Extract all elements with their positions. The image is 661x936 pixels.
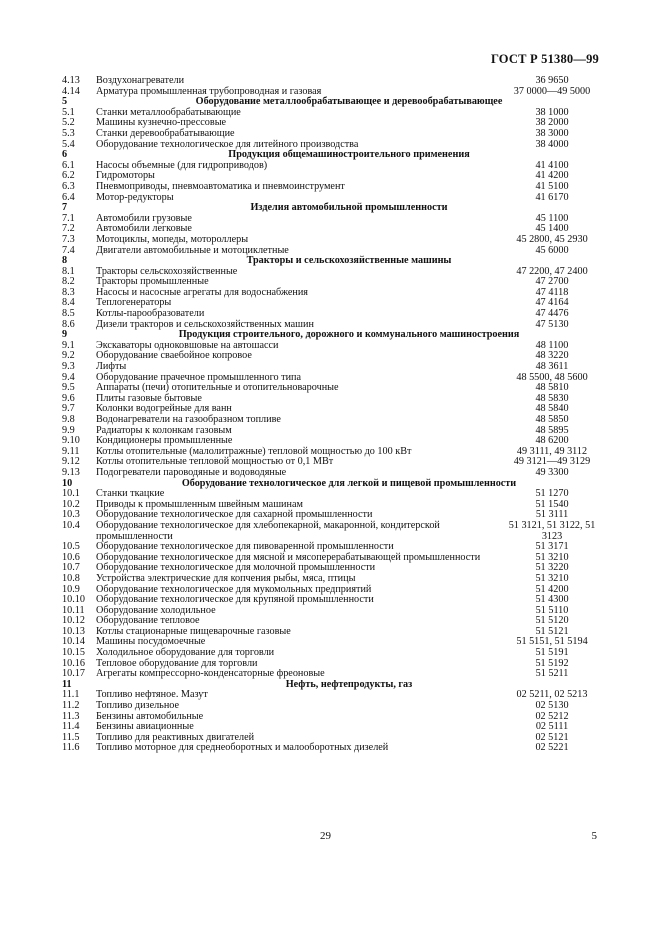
row-number: 10.7 — [62, 562, 80, 574]
row-number: 8.5 — [62, 308, 75, 320]
row-number: 10.12 — [62, 615, 85, 627]
item-code: 47 4164 — [535, 297, 569, 309]
row-number: 8.6 — [62, 318, 75, 330]
item-code: 51 5120 — [535, 615, 569, 627]
row-number: 10.1 — [62, 488, 80, 500]
item-code: 47 2200, 47 2400 — [516, 265, 588, 277]
row-number: 10.13 — [62, 625, 85, 637]
row-number: 4.13 — [62, 75, 80, 86]
item-code: 48 1100 — [535, 339, 569, 351]
item-code: 51 5151, 51 5194 — [516, 636, 588, 648]
table-row — [62, 574, 602, 585]
item-code: 51 3220 — [535, 562, 569, 574]
row-number: 8.3 — [62, 286, 75, 298]
row-number: 10.8 — [62, 572, 80, 584]
item-name: Станки деревообрабатывающие — [96, 127, 235, 139]
item-code: 48 5830 — [535, 392, 569, 404]
item-name: Аппараты (печи) отопительные и отопительноварочные — [96, 382, 339, 394]
item-code: 48 3220 — [535, 350, 569, 362]
item-code: 38 4000 — [535, 138, 569, 150]
section-title: Продукция общемашиностроительного применения — [228, 149, 470, 161]
section-title: Оборудование технологическое для легкой и пищевой промышленности — [181, 477, 517, 489]
row-number: 9.10 — [62, 435, 80, 447]
item-name: Оборудование сваебойное копровое — [96, 350, 252, 362]
row-number: 10.3 — [62, 509, 80, 521]
item-name: Агрегаты компрессорно-конденсаторные фреоновые — [96, 668, 325, 680]
item-name: Насосы и насосные агрегаты для водоснабжения — [96, 286, 308, 298]
table-row — [62, 415, 602, 426]
item-name: Холодильное оборудование для торговли — [96, 647, 275, 659]
item-code: 38 3000 — [535, 127, 569, 139]
item-name: Автомобили легковые — [96, 223, 192, 235]
item-name: Колонки водогрейные для ванн — [96, 403, 232, 415]
item-name: Оборудование технологическое для мясной и мясоперерабатывающей промышленности — [96, 551, 481, 563]
item-code: 51 1540 — [535, 498, 569, 510]
item-code: 51 3121, 51 3122, 51 3123 — [508, 519, 596, 542]
row-number: 10.10 — [62, 594, 85, 606]
item-code: 51 3210 — [535, 572, 569, 584]
item-code: 02 5121 — [535, 731, 569, 743]
item-code: 51 5211 — [535, 668, 569, 680]
item-name: Воздухонагреватели — [96, 75, 185, 86]
item-name: Пневмоприводы, пневмоавтоматика и пневмоинструмент — [96, 180, 345, 192]
item-code: 02 5221 — [535, 742, 569, 754]
row-number: 5.2 — [62, 117, 75, 129]
row-number: 11.2 — [62, 700, 80, 712]
row-number: 6 — [62, 149, 68, 161]
row-number: 5.3 — [62, 127, 75, 139]
item-code: 48 6200 — [535, 435, 569, 447]
section-title: Изделия автомобильной промышленности — [250, 202, 448, 214]
row-number: 11.4 — [62, 721, 80, 733]
table-row — [62, 351, 602, 362]
item-code: 51 4200 — [535, 583, 569, 595]
row-number: 5 — [62, 96, 68, 108]
item-code: 45 2800, 45 2930 — [516, 233, 588, 245]
row-number: 7.1 — [62, 212, 75, 224]
item-name: Станки металлообрабатывающие — [96, 106, 241, 118]
item-name: Котлы стационарные пищеварочные газовые — [96, 625, 291, 637]
item-name: Арматура промышленная трубопроводная и газовая — [96, 85, 322, 97]
item-name: Оборудование технологическое для крупяной промышленности — [96, 594, 374, 606]
item-name: Котлы-парообразователи — [96, 308, 205, 320]
row-number: 9.4 — [62, 371, 75, 383]
row-number: 7 — [62, 202, 68, 214]
item-code: 51 5121 — [535, 625, 569, 637]
table-row — [62, 129, 602, 140]
item-name: Устройства электрические для копчения рыбы, мяса, птицы — [96, 572, 356, 584]
item-name: Топливо для реактивных двигателей — [96, 731, 255, 743]
item-code: 47 2700 — [535, 276, 569, 288]
item-code: 51 4300 — [535, 594, 569, 606]
item-code: 51 3210 — [535, 551, 569, 563]
row-number: 11 — [62, 678, 72, 690]
item-code: 49 3121—49 3129 — [513, 456, 591, 468]
item-code: 02 5111 — [535, 721, 569, 733]
section-title: Нефть, нефтепродукты, газ — [285, 678, 413, 690]
item-code: 51 5191 — [535, 647, 569, 659]
row-number: 10.15 — [62, 647, 85, 659]
row-number: 9.5 — [62, 382, 75, 394]
row-number: 9.6 — [62, 392, 75, 404]
item-name: Оборудование тепловое — [96, 615, 200, 627]
row-number: 5.4 — [62, 138, 75, 150]
row-number: 10.14 — [62, 636, 85, 648]
item-name: Бензины авиационные — [96, 721, 194, 733]
sheet-number: 5 — [591, 830, 597, 842]
item-code: 51 3111 — [535, 509, 569, 521]
row-number: 5.1 — [62, 106, 75, 118]
item-code: 37 0000—49 5000 — [513, 85, 591, 97]
item-name: Тракторы промышленные — [96, 276, 209, 288]
item-name: Радиаторы к колонкам газовым — [96, 424, 232, 436]
table-row — [62, 521, 602, 542]
row-number: 6.1 — [62, 159, 75, 171]
item-name: Теплогенераторы — [96, 297, 172, 309]
item-name: Машины посудомоечные — [96, 636, 206, 648]
row-number: 8 — [62, 255, 68, 267]
row-number: 9.11 — [62, 445, 80, 457]
item-code: 48 5500, 48 5600 — [516, 371, 588, 383]
item-name: Плиты газовые бытовые — [96, 392, 202, 404]
item-code: 38 2000 — [535, 117, 569, 129]
item-name: Тракторы сельскохозяйственные — [96, 265, 238, 277]
row-number: 7.3 — [62, 233, 75, 245]
document-code: ГОСТ Р 51380—99 — [490, 52, 599, 66]
row-number: 10 — [62, 477, 73, 489]
item-code: 41 4100 — [535, 159, 569, 171]
item-name: Бензины автомобильные — [96, 710, 204, 722]
section-title: Тракторы и сельскохозяйственные машины — [246, 255, 452, 267]
item-code: 48 3611 — [535, 361, 569, 373]
table-row — [62, 235, 602, 246]
row-number: 10.16 — [62, 657, 85, 669]
item-code: 48 5810 — [535, 382, 569, 394]
item-name: Оборудование технологическое для литейного производства — [96, 138, 359, 150]
table-row — [62, 468, 602, 479]
row-number: 6.4 — [62, 191, 75, 203]
row-number: 7.2 — [62, 223, 75, 235]
row-number: 10.4 — [62, 519, 80, 531]
item-code: 51 5192 — [535, 657, 569, 669]
item-code: 41 5100 — [535, 180, 569, 192]
item-name: Топливо дизельное — [96, 700, 180, 712]
item-name: Машины кузнечно-прессовые — [96, 117, 227, 129]
item-code: 47 4476 — [535, 308, 569, 320]
item-name: Двигатели автомобильные и мотоциклетные — [96, 244, 289, 256]
row-number: 11.1 — [62, 689, 80, 701]
item-code: 51 1270 — [535, 488, 569, 500]
row-number: 11.3 — [62, 710, 80, 722]
row-number: 8.1 — [62, 265, 75, 277]
item-code: 02 5211, 02 5213 — [516, 689, 588, 701]
row-number: 6.2 — [62, 170, 75, 182]
item-code: 41 4200 — [535, 170, 569, 182]
item-name: Топливо нефтяное. Мазут — [96, 689, 208, 701]
item-code: 48 5850 — [535, 414, 569, 425]
item-code: 45 1100 — [535, 212, 569, 224]
item-code: 48 5840 — [535, 403, 569, 415]
item-name: Кондиционеры промышленные — [96, 435, 233, 447]
row-number: 9.12 — [62, 456, 80, 468]
row-number: 10.9 — [62, 583, 80, 595]
item-code: 49 3111, 49 3112 — [516, 445, 588, 457]
item-code: 45 6000 — [535, 244, 569, 256]
table-row — [62, 76, 602, 87]
row-number: 11.6 — [62, 742, 80, 754]
item-name: Дизели тракторов и сельскохозяйственных машин — [96, 318, 314, 330]
item-code: 45 1400 — [535, 223, 569, 235]
item-code: 47 4118 — [535, 286, 569, 298]
item-name: Оборудование прачечное промышленного типа — [96, 371, 302, 383]
section-title: Оборудование металлообрабатывающее и деревообрабатывающее — [195, 96, 503, 108]
row-number: 9.7 — [62, 403, 75, 415]
item-name: Гидромоторы — [96, 170, 155, 182]
section-title: Продукция строительного, дорожного и коммунального машиностроения — [178, 329, 520, 341]
item-name: Оборудование холодильное — [96, 604, 216, 616]
item-name: Автомобили грузовые — [96, 212, 192, 224]
row-number: 7.4 — [62, 244, 75, 256]
table-row — [62, 182, 602, 193]
item-name: Котлы отопительные тепловой мощностью от 0,1 МВт — [96, 456, 334, 468]
item-code: 47 5130 — [535, 318, 569, 330]
row-number: 10.11 — [62, 604, 85, 616]
item-name: Экскаваторы одноковшовые на автошасси — [96, 339, 279, 351]
item-name: Оборудование технологическое для пивоваренной промышленности — [96, 541, 394, 553]
row-number: 9.3 — [62, 361, 75, 373]
classification-table — [62, 76, 602, 754]
row-number: 9.2 — [62, 350, 75, 362]
row-number: 4.14 — [62, 85, 80, 97]
item-name: Оборудование технологическое для сахарной промышленности — [96, 509, 373, 521]
item-name: Приводы к промышленным швейным машинам — [96, 498, 303, 510]
item-code: 51 3171 — [535, 541, 569, 553]
row-number: 9 — [62, 329, 68, 341]
table-row — [62, 743, 602, 754]
row-number: 9.9 — [62, 424, 75, 436]
page-number: 29 — [320, 830, 331, 842]
row-number: 11.5 — [62, 731, 80, 743]
item-code: 02 5130 — [535, 700, 569, 712]
item-code: 48 5895 — [535, 424, 569, 436]
item-name: Котлы отопительные (малолитражные) тепловой мощностью до 100 кВт — [96, 445, 412, 457]
item-name: Оборудование технологическое для молочной промышленности — [96, 562, 376, 574]
item-code: 49 3300 — [535, 466, 569, 478]
row-number: 10.6 — [62, 551, 80, 563]
item-code: 41 6170 — [535, 191, 569, 203]
row-number: 9.1 — [62, 339, 75, 351]
item-code: 38 1000 — [535, 106, 569, 118]
item-name: Насосы объемные (для гидроприводов) — [96, 159, 268, 171]
item-name: Мотор-редукторы — [96, 191, 174, 203]
row-number: 10.2 — [62, 498, 80, 510]
item-name: Подогреватели пароводяные и водоводяные — [96, 466, 287, 478]
item-name: Станки ткацкие — [96, 488, 165, 500]
item-name: Оборудование технологическое для хлебопекарной, макаронной, кондитерской промышленности — [96, 519, 440, 542]
item-name: Топливо моторное для среднеоборотных и малооборотных дизелей — [96, 742, 389, 754]
row-number: 10.17 — [62, 668, 85, 680]
item-name: Лифты — [96, 361, 127, 373]
row-number: 9.13 — [62, 466, 80, 478]
row-number: 10.5 — [62, 541, 80, 553]
item-name: Тепловое оборудование для торговли — [96, 657, 258, 669]
row-number: 9.8 — [62, 414, 75, 425]
row-number: 8.4 — [62, 297, 75, 309]
row-number: 6.3 — [62, 180, 75, 192]
item-name: Водонагреватели на газообразном топливе — [96, 414, 281, 425]
item-name: Оборудование технологическое для мукомольных предприятий — [96, 583, 372, 595]
item-name: Мотоциклы, мопеды, мотороллеры — [96, 233, 249, 245]
item-code: 51 5110 — [535, 604, 569, 616]
row-number: 8.2 — [62, 276, 75, 288]
item-code: 36 9650 — [535, 75, 569, 86]
item-code: 02 5212 — [535, 710, 569, 722]
